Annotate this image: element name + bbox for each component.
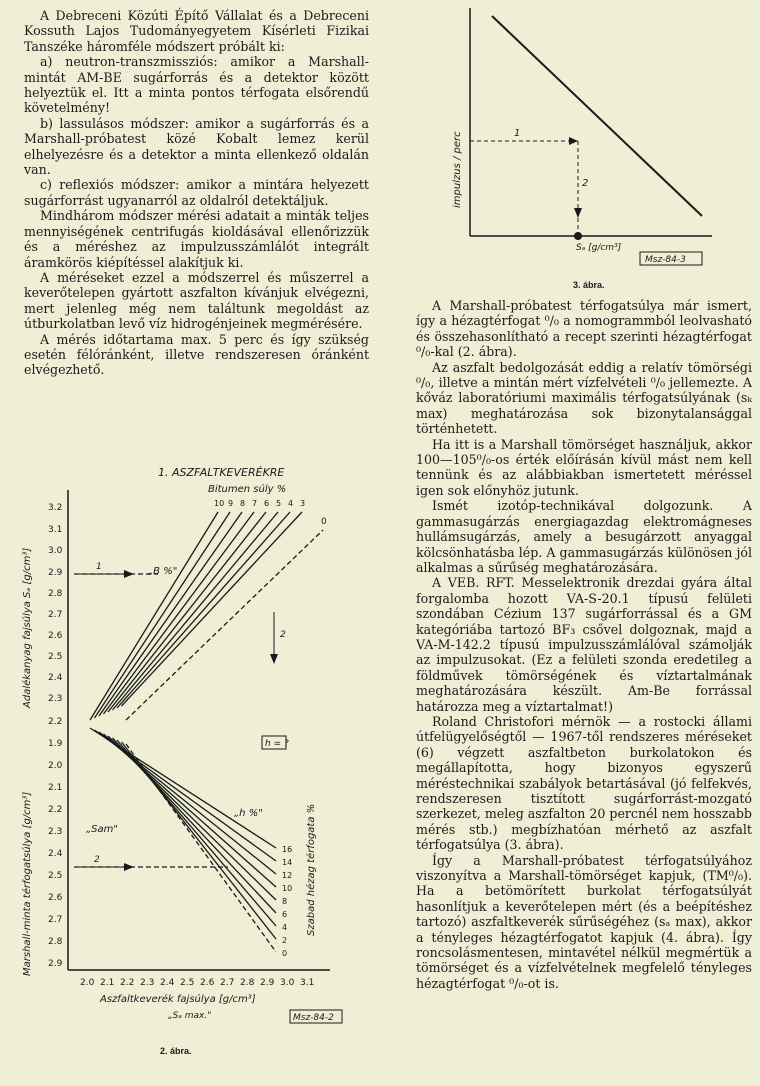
bitumen-line [122, 512, 303, 706]
tick-label: 2.4 [48, 849, 63, 859]
upper-y-ticks [48, 503, 63, 727]
tick-label: 8 [282, 897, 288, 906]
paragraph: A Debreceni Közúti Építő Vállalat és a Debreceni Kossuth Lajos Tudományegyetem Kísérleti Fizikai Tanszéke háromféle módszert próbált ki: [24, 8, 369, 54]
fig2-arrow1-label: 1 [96, 562, 102, 572]
paragraph: Az aszfalt bedolgozását eddig a relatív tömörségi ⁰/₀, illetve a mintán mért vízfelvételi ⁰/₀ jellemezte. A kőváz laboratóriumi maximális térfogatsúlyának (sₖ max) meghatározása sok bizonytalansággal történhetett. [416, 359, 752, 437]
tick-label: 2.5 [48, 871, 63, 881]
tick-label: 8 [240, 499, 246, 508]
tick-label: 6 [282, 910, 288, 919]
figure-2-nomogram [8, 462, 360, 1044]
fig2-xsub: „Sₐ max." [168, 1011, 212, 1021]
fig2-bitumen-label: Bitumen súly % [208, 484, 287, 495]
void-line [122, 742, 277, 939]
tick-label: 2.0 [80, 978, 95, 988]
bitumen-line [95, 512, 231, 718]
tick-label: 2.6 [200, 978, 215, 988]
fig2-h-label: „h %" [234, 808, 263, 819]
tick-label: 2.3 [48, 827, 63, 837]
paragraph: A mérés időtartama max. 5 perc és így szükség esetén félóránként, illetve rendszeresen óránként elvégezhető. [24, 331, 369, 378]
tick-label: 9 [228, 499, 234, 508]
tick-label: 3.2 [48, 503, 63, 513]
fig2-title: 1. ASZFALTKEVERÉKRE [158, 466, 285, 479]
fig2-sam-label: „Sam" [86, 824, 118, 835]
tick-label: 2.7 [48, 915, 63, 925]
fig3-ylabel: impulzus / perc [452, 131, 463, 208]
tick-label: 2.8 [48, 589, 63, 599]
tick-label: 2.7 [220, 978, 235, 988]
bitumen-line [117, 512, 290, 708]
paragraph: A méréseket ezzel a módszerrel és műszerrel a keverőtelepen gyártott aszfalton kívánjuk elvégezni, mert jelenleg még nem találtunk megoldást az útburkolatban levő víz hidrogénjeinek megmérésére. [24, 269, 369, 332]
fig2-box-label: h = ? [265, 739, 289, 749]
tick-label: 2.9 [260, 978, 275, 988]
paragraph: Mindhárom módszer mérési adatait a minták teljes mennyiségének centrifugás kioldásával ellenőrizzük és a méréshez az impulzusszámlálót integrált áramkörös kiépítéssel alakítjuk ki. [24, 208, 369, 270]
tick-label: 4 [288, 499, 294, 508]
lower-y-ticks [48, 739, 63, 969]
paragraph: Roland Christofori mérnök — a rostocki állami útfelügyelőségtől — 1967-től rendszeres méréseket (6) végzett aszfaltbeton burkolatokon és megállapította, hogy bizonyos egyszerű méréstechnikai szabályok betartásával (jó felfekvés, rendszeresen tisztított sugárforrást-mozgató szerkezet, meleg aszfalton 20 percnél nem hosszabb mérés stb.) megbízhatóan mérhető az aszfalt térfogatsúlya (3. ábra). [416, 713, 752, 853]
tick-label: 2.6 [48, 631, 63, 641]
fig3-code: Msz-84-3 [645, 255, 686, 265]
tick-label: 2.9 [48, 959, 63, 969]
tick-label: 16 [282, 845, 293, 854]
paragraph: b) lassulásos módszer: amikor a sugárforrás és a Marshall-próbatest közé Kobalt lemez kerül elhelyezésre és a detektor a minta ellenkező oldalán van. [24, 115, 369, 178]
tick-label: 14 [282, 858, 293, 867]
fig2-upper-ylabel: Adalékanyag fajsúlya Sₐ [g/cm³] [22, 547, 33, 708]
tick-label: 3.0 [48, 546, 63, 556]
x-ticks [80, 978, 314, 988]
tick-label: 2 [282, 936, 288, 945]
tick-label: 6 [264, 499, 270, 508]
tick-label: 4 [282, 923, 288, 932]
tick-label: 2.2 [48, 805, 63, 815]
fig2-void-label: Szabad hézag térfogata % [306, 803, 317, 936]
tick-label: 2.8 [48, 937, 63, 947]
tick-label: 3.1 [300, 978, 315, 988]
tick-label: 12 [282, 871, 293, 880]
figure-3-diagram [450, 8, 720, 280]
tick-label: 10 [214, 499, 225, 508]
paragraph: A VEB. RFT. Messelektronik drezdai gyára által forgalomba hozott VA-S-20.1 típusú felületi szondában Cézium 137 sugárforrással és a GM kategóriába tartozó BF₃ csővel dolgoznak, majd a VA-M-142.2 típusú impulzusszámlálóval számolják az impulzusokat. (Ez a felületi szonda eredetileg a földművek tömörségének és víztartalmának meghatározására készült. Am-Be forrással határozza meg a víztartalmat!) [416, 575, 752, 714]
tick-label: 2.0 [48, 761, 63, 771]
fig3-arrow2-label: 2 [582, 178, 589, 189]
fig2-xlabel: Aszfaltkeverék fajsúlya [g/cm³] [100, 994, 256, 1005]
bitumen-line [113, 512, 279, 710]
bitumen-line [108, 512, 266, 712]
tick-label: 3.0 [280, 978, 295, 988]
paragraph: a) neutron-transzmissziós: amikor a Marshall-mintát AM-BE sugárforrás és a detektor között helyeztük el. Itt a minta pontos térfogata elsőrendű követelmény! [24, 54, 369, 116]
bitumen-line [104, 512, 255, 714]
tick-label: 3 [300, 499, 306, 508]
tick-label: 2.6 [48, 893, 63, 903]
fig3-arrow1-label: 1 [514, 128, 521, 139]
bitumen-ticks [214, 499, 305, 508]
tick-label: 2.3 [140, 978, 155, 988]
paragraph: Ha itt is a Marshall tömörséget használjuk, akkor 100—105⁰/₀-os érték előírásán kívül mást nem kell tennünk és az alábbiakban ismertetett méréssel igen sok előnyhöz jutunk. [416, 436, 752, 498]
fig2-code: Msz-84-2 [293, 1013, 334, 1023]
fig2-arrow2-label: 2 [94, 855, 100, 865]
tick-label: 10 [282, 884, 293, 893]
left-text-column [24, 8, 369, 378]
tick-label: 2.3 [48, 694, 63, 704]
paragraph: c) reflexiós módszer: amikor a mintára helyezett sugárforrást ugyanarról az oldalról detektáljuk. [24, 177, 369, 208]
fig2-zero-label: 0 [321, 517, 327, 527]
tick-label: 3.1 [48, 525, 63, 535]
paragraph: A Marshall-próbatest térfogatsúlya már ismert, így a hézagtérfogat ⁰/₀ a nomogrammból leolvasható és összehasonlítható a recept szerinti hézagtérfogat ⁰/₀-kal (2. ábra). [416, 298, 752, 360]
tick-label: 2.8 [240, 978, 255, 988]
void-ticks [282, 845, 292, 958]
tick-label: 2.1 [100, 978, 115, 988]
tick-label: 2.4 [160, 978, 175, 988]
tick-label: 5 [276, 499, 282, 508]
tick-label: 2.7 [48, 610, 63, 620]
right-text-column [416, 298, 752, 991]
tick-label: 2.1 [48, 783, 63, 793]
tick-label: 7 [252, 499, 258, 508]
tick-label: 0 [282, 949, 288, 958]
tick-label: 2.2 [120, 978, 135, 988]
fig3-xlabel: Sₐ [g/cm³] [576, 243, 622, 253]
figure-2-caption: 2. ábra. [160, 1046, 192, 1056]
tick-label: 1.9 [48, 739, 63, 749]
paragraph: Ismét izotóp-technikával dolgozunk. A gammasugárzás energiagazdag elektromágneses hullámsugárzás, amely a besugárzott anyaggal kölcsönhatásba lép. A gammasugárzás különösen jól alkalmas a sűrűség meghatározására. [416, 498, 752, 575]
tick-label: 2.2 [48, 717, 63, 727]
tick-label: 2.9 [48, 568, 63, 578]
tick-label: 2.5 [48, 652, 63, 662]
paragraph: Így a Marshall-próbatest térfogatsúlyához viszonyítva a Marshall-tömörséget kapjuk, (TM⁰/₀). Ha a betömörített burkolat térfogatsúlyát hasonlítjuk a keverőtelepen mért (és a beépítéshez tartozó) aszfaltkeverék sűrűségéhez (sₐ max), akkor a tényleges hézagtérfogatot kapjuk (4. ábra). Így roncsolásmentesen, mintavétel nélkül megmértük a tömörséget és a vízfelvételnek megfelelő tényleges hézagtérfogat ⁰/₀-ot is. [416, 852, 752, 991]
bitumen-line [99, 512, 242, 716]
tick-label: 2.5 [180, 978, 195, 988]
fig2-b-label: „B %" [148, 566, 178, 577]
fig2-lower-ylabel: Marshall-minta térfogatsúlya [g/cm³] [22, 791, 33, 976]
tick-label: 2.4 [48, 673, 63, 683]
figure-3-caption: 3. ábra. [573, 280, 605, 290]
fig2-arrow3-label: 2 [280, 630, 286, 640]
